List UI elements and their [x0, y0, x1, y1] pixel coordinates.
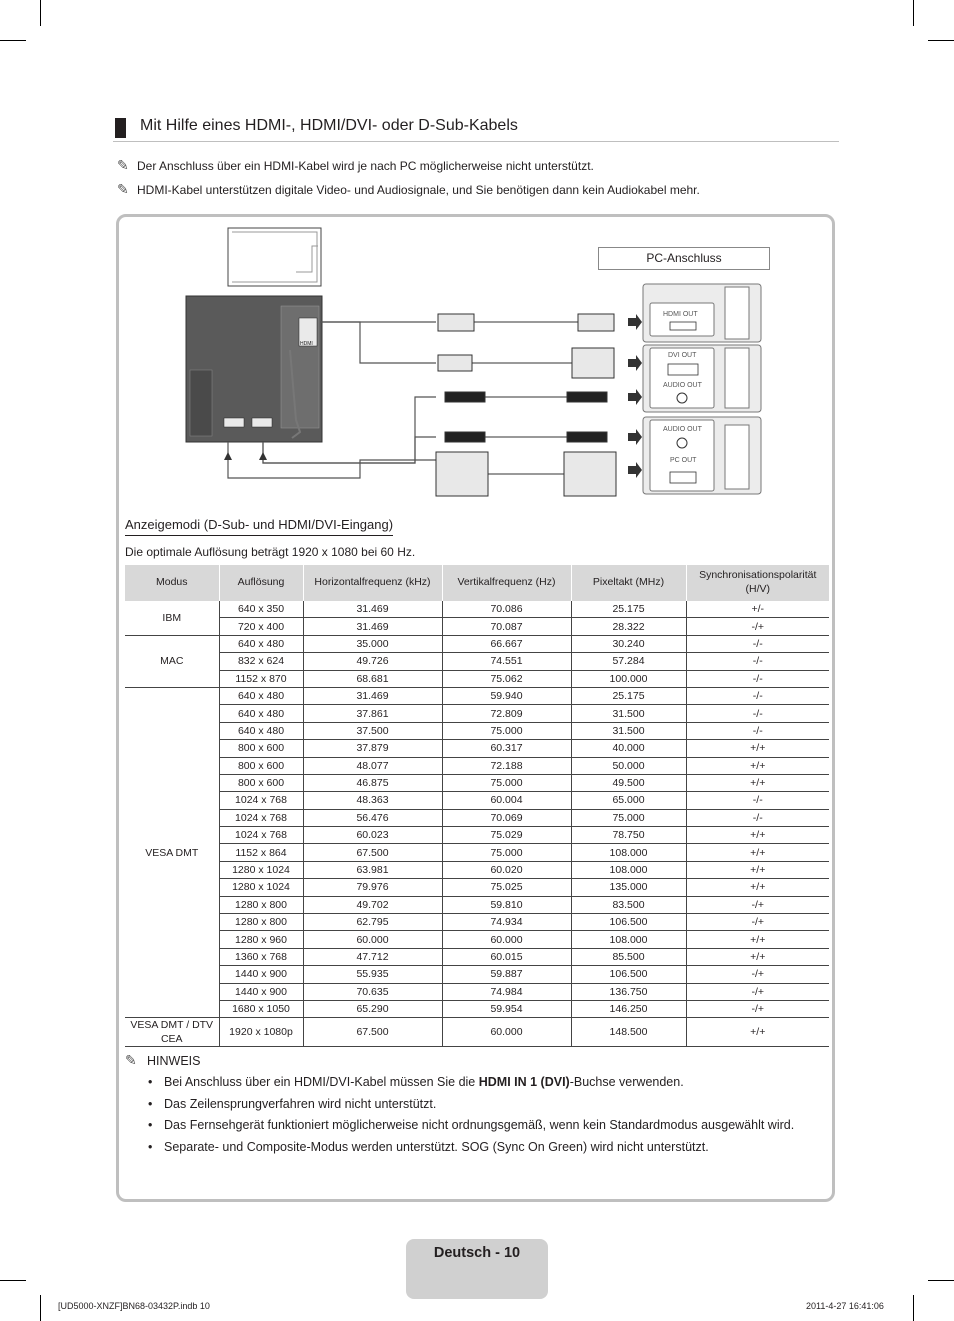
table-cell: +/+: [686, 948, 829, 965]
table-cell: +/+: [686, 774, 829, 791]
table-row: [125, 670, 829, 687]
table-cell: 1360 x 768: [219, 948, 303, 965]
table-cell: 74.551: [442, 653, 571, 670]
table-cell: 800 x 600: [219, 757, 303, 774]
table-row: [125, 1018, 829, 1047]
section-title: Mit Hilfe eines HDMI-, HDMI/DVI- oder D-Sub-Kabels: [140, 117, 518, 134]
table-cell: 67.500: [303, 844, 442, 861]
page-number-tab: [406, 1239, 548, 1299]
table-cell: +/-: [686, 601, 829, 618]
table-cell: +/+: [686, 879, 829, 896]
table-cell: +/+: [686, 757, 829, 774]
table-cell: 25.175: [571, 687, 686, 704]
table-cell: 72.188: [442, 757, 571, 774]
table-row: [125, 861, 829, 878]
table-cell: 74.934: [442, 914, 571, 931]
mode-cell: VESA DMT: [125, 687, 219, 1017]
audio-out-label: AUDIO OUT: [663, 382, 702, 389]
table-cell: 640 x 480: [219, 687, 303, 704]
table-cell: 146.250: [571, 1000, 686, 1017]
optimal-resolution-text: Die optimale Auflösung beträgt 1920 x 1080 bei 60 Hz.: [125, 545, 416, 559]
table-row: [125, 983, 829, 1000]
table-cell: 1152 x 870: [219, 670, 303, 687]
tv-hdmi-label: HDMI: [300, 341, 313, 347]
table-cell: 60.000: [442, 1018, 571, 1047]
table-cell: 49.702: [303, 896, 442, 913]
table-cell: 75.025: [442, 879, 571, 896]
table-cell: 800 x 600: [219, 774, 303, 791]
table-cell: 70.087: [442, 618, 571, 635]
table-cell: 108.000: [571, 931, 686, 948]
table-cell: 60.020: [442, 861, 571, 878]
table-cell: 70.086: [442, 601, 571, 618]
table-cell: -/+: [686, 896, 829, 913]
table-cell: 640 x 480: [219, 722, 303, 739]
table-header-row: [125, 565, 829, 601]
table-cell: 1024 x 768: [219, 792, 303, 809]
column-header: Synchronisationspolarität (H/V): [686, 565, 829, 601]
hint-text: Bei Anschluss über ein HDMI/DVI-Kabel müssen Sie die: [164, 1075, 479, 1089]
table-cell: 50.000: [571, 757, 686, 774]
table-cell: 1440 x 900: [219, 966, 303, 983]
table-cell: 75.000: [442, 844, 571, 861]
table-cell: 28.322: [571, 618, 686, 635]
table-cell: -/+: [686, 914, 829, 931]
table-row: [125, 618, 829, 635]
hint-text: Separate- und Composite-Modus werden unterstützt. SOG (Sync On Green) wird nicht unterstützt.: [164, 1139, 709, 1154]
table-cell: 40.000: [571, 740, 686, 757]
table-cell: 1152 x 864: [219, 844, 303, 861]
column-header: Pixeltakt (MHz): [571, 565, 686, 601]
pc-out-label: PC OUT: [670, 457, 697, 464]
column-header: Horizontalfrequenz (kHz): [303, 565, 442, 601]
table-cell: 135.000: [571, 879, 686, 896]
hints-list: [148, 1074, 808, 1160]
table-cell: 31.469: [303, 618, 442, 635]
arrow-right-icon: [628, 429, 642, 445]
table-cell: 640 x 480: [219, 705, 303, 722]
table-cell: 75.029: [442, 827, 571, 844]
table-cell: 85.500: [571, 948, 686, 965]
table-cell: 59.954: [442, 1000, 571, 1017]
table-cell: 48.077: [303, 757, 442, 774]
table-cell: 79.976: [303, 879, 442, 896]
table-row: [125, 722, 829, 739]
hdmi-plug-right: [578, 314, 614, 331]
table-cell: 72.809: [442, 705, 571, 722]
table-cell: -/+: [686, 983, 829, 1000]
table-cell: +/+: [686, 827, 829, 844]
table-cell: 1280 x 1024: [219, 861, 303, 878]
table-row: [125, 931, 829, 948]
page-number: Deutsch - 10: [433, 1245, 521, 1261]
table-cell: 59.810: [442, 896, 571, 913]
pencil-icon: ✎: [117, 181, 129, 197]
tv-pc-in-port: [224, 418, 244, 427]
hint-item: [148, 1096, 808, 1113]
table-cell: 1280 x 1024: [219, 879, 303, 896]
table-cell: 37.500: [303, 722, 442, 739]
table-cell: -/+: [686, 966, 829, 983]
hints-heading-text: HINWEIS: [147, 1054, 201, 1068]
table-cell: 832 x 624: [219, 653, 303, 670]
table-cell: 25.175: [571, 601, 686, 618]
arrow-right-icon: [628, 355, 642, 371]
arrow-right-icon: [628, 462, 642, 478]
table-cell: 75.000: [442, 722, 571, 739]
table-row: [125, 914, 829, 931]
table-row: [125, 792, 829, 809]
table-cell: 75.000: [442, 774, 571, 791]
table-cell: 63.981: [303, 861, 442, 878]
table-cell: +/+: [686, 931, 829, 948]
table-cell: -/-: [686, 653, 829, 670]
column-header: Modus: [125, 565, 219, 601]
table-cell: 48.363: [303, 792, 442, 809]
table-row: [125, 879, 829, 896]
table-cell: 1440 x 900: [219, 983, 303, 1000]
column-header: Vertikalfrequenz (Hz): [442, 565, 571, 601]
table-cell: 148.500: [571, 1018, 686, 1047]
table-row: [125, 740, 829, 757]
table-cell: 37.879: [303, 740, 442, 757]
table-cell: 108.000: [571, 844, 686, 861]
hint-item: [148, 1074, 808, 1091]
mode-cell: VESA DMT / DTV CEA: [125, 1018, 219, 1047]
table-row: [125, 827, 829, 844]
mode-cell: IBM: [125, 601, 219, 635]
table-cell: 60.000: [303, 931, 442, 948]
crop-mark: [0, 1280, 26, 1281]
table-cell: +/+: [686, 1018, 829, 1047]
table-cell: 49.500: [571, 774, 686, 791]
table-cell: 65.290: [303, 1000, 442, 1017]
table-row: [125, 896, 829, 913]
table-cell: 75.000: [571, 809, 686, 826]
table-cell: 31.469: [303, 601, 442, 618]
table-cell: 31.500: [571, 705, 686, 722]
arrow-right-icon: [628, 314, 642, 330]
table-cell: 66.667: [442, 635, 571, 652]
table-cell: +/+: [686, 861, 829, 878]
table-cell: -/-: [686, 792, 829, 809]
table-cell: 108.000: [571, 861, 686, 878]
table-cell: -/-: [686, 722, 829, 739]
table-cell: 1024 x 768: [219, 827, 303, 844]
table-cell: 65.000: [571, 792, 686, 809]
table-cell: 70.635: [303, 983, 442, 1000]
table-row: [125, 774, 829, 791]
table-cell: 78.750: [571, 827, 686, 844]
table-heading: Anzeigemodi (D-Sub- und HDMI/DVI-Eingang): [125, 517, 393, 536]
audio-out-label-2: AUDIO OUT: [663, 426, 702, 433]
hdmi-plug-left: [438, 314, 474, 331]
table-cell: -/-: [686, 809, 829, 826]
dvi-plug-right: [572, 348, 614, 378]
table-cell: 106.500: [571, 914, 686, 931]
column-header: Auflösung: [219, 565, 303, 601]
table-cell: 62.795: [303, 914, 442, 931]
pencil-icon: ✎: [117, 157, 129, 173]
table-cell: -/-: [686, 635, 829, 652]
table-cell: 74.984: [442, 983, 571, 1000]
dsub-plug-right: [564, 452, 616, 496]
table-cell: 1280 x 800: [219, 914, 303, 931]
table-row: [125, 948, 829, 965]
table-cell: 106.500: [571, 966, 686, 983]
arrow-right-icon: [628, 389, 642, 405]
audio-plug-right: [567, 392, 607, 402]
table-cell: 49.726: [303, 653, 442, 670]
table-cell: 1280 x 960: [219, 931, 303, 948]
crop-mark: [40, 1295, 41, 1321]
hint-item: [148, 1117, 808, 1134]
table-cell: 55.935: [303, 966, 442, 983]
connection-diagram: [0, 0, 954, 510]
table-row: [125, 687, 829, 704]
hdmi-out-label: HDMI OUT: [663, 311, 698, 318]
table-cell: 31.469: [303, 687, 442, 704]
table-row: [125, 635, 829, 652]
table-cell: 59.887: [442, 966, 571, 983]
dvi-out-label: DVI OUT: [668, 352, 697, 359]
table-row: [125, 1000, 829, 1017]
table-cell: 60.015: [442, 948, 571, 965]
audio-plug-left: [445, 392, 485, 402]
note-text: HDMI-Kabel unterstützen digitale Video- und Audiosignale, und Sie benötigen dann kein Audiokabel mehr.: [137, 183, 700, 197]
table-cell: 640 x 350: [219, 601, 303, 618]
table-row: [125, 809, 829, 826]
table-cell: -/+: [686, 618, 829, 635]
table-row: [125, 705, 829, 722]
table-body: [125, 601, 829, 1047]
pc-anschluss-label: PC-Anschluss: [598, 247, 770, 270]
table-cell: 70.069: [442, 809, 571, 826]
tv-audio-in-port: [252, 418, 272, 427]
note-text: Der Anschluss über ein HDMI-Kabel wird je nach PC möglicherweise nicht unterstützt.: [137, 159, 594, 173]
hint-text: Das Zeilensprungverfahren wird nicht unterstützt.: [164, 1096, 437, 1111]
table-cell: 1024 x 768: [219, 809, 303, 826]
table-cell: 30.240: [571, 635, 686, 652]
table-row: [125, 844, 829, 861]
table-cell: 46.875: [303, 774, 442, 791]
mode-cell: MAC: [125, 635, 219, 687]
crop-mark: [913, 1295, 914, 1321]
table-cell: 47.712: [303, 948, 442, 965]
table-row: [125, 966, 829, 983]
table-cell: 720 x 400: [219, 618, 303, 635]
hdmi-dvi-plug-left: [438, 355, 472, 371]
audio-plug-right-2: [567, 432, 607, 442]
table-row: [125, 601, 829, 618]
table-row: [125, 757, 829, 774]
table-cell: 59.940: [442, 687, 571, 704]
crop-mark: [928, 1280, 954, 1281]
table-cell: 75.062: [442, 670, 571, 687]
table-cell: 31.500: [571, 722, 686, 739]
table-cell: 60.317: [442, 740, 571, 757]
imprint-date: 2011-4-27 16:41:06: [806, 1301, 884, 1311]
table-cell: -/-: [686, 705, 829, 722]
hint-item: [148, 1139, 808, 1156]
tv-thumbnail: [228, 228, 321, 286]
table-cell: 640 x 480: [219, 635, 303, 652]
dsub-plug-left: [436, 452, 488, 496]
hint-text: -Buchse verwenden.: [569, 1075, 684, 1089]
table-cell: +/+: [686, 844, 829, 861]
table-cell: -/-: [686, 687, 829, 704]
hint-text: Das Fernsehgerät funktioniert möglicherweise nicht ordnungsgemäß, wenn kein Standardmodus ausgewählt wird.: [164, 1118, 795, 1132]
table-cell: 800 x 600: [219, 740, 303, 757]
table-cell: 68.681: [303, 670, 442, 687]
table-cell: 37.861: [303, 705, 442, 722]
table-cell: 83.500: [571, 896, 686, 913]
table-row: [125, 653, 829, 670]
imprint-file: [UD5000-XNZF]BN68-03432P.indb 10: [58, 1301, 210, 1311]
table-cell: 1280 x 800: [219, 896, 303, 913]
table-cell: 56.476: [303, 809, 442, 826]
pencil-icon: ✎: [125, 1052, 137, 1068]
display-modes-table: [125, 565, 829, 1047]
table-cell: 60.004: [442, 792, 571, 809]
table-cell: -/-: [686, 670, 829, 687]
table-cell: +/+: [686, 740, 829, 757]
table-cell: -/+: [686, 1000, 829, 1017]
table-cell: 100.000: [571, 670, 686, 687]
audio-plug-left-2: [445, 432, 485, 442]
table-cell: 60.000: [442, 931, 571, 948]
table-cell: 60.023: [303, 827, 442, 844]
hints-heading: [125, 1052, 200, 1069]
table-cell: 35.000: [303, 635, 442, 652]
hint-bold-text: HDMI IN 1 (DVI): [478, 1075, 570, 1089]
table-cell: 1680 x 1050: [219, 1000, 303, 1017]
table-cell: 57.284: [571, 653, 686, 670]
table-cell: 1920 x 1080p: [219, 1018, 303, 1047]
table-cell: 67.500: [303, 1018, 442, 1047]
table-cell: 136.750: [571, 983, 686, 1000]
